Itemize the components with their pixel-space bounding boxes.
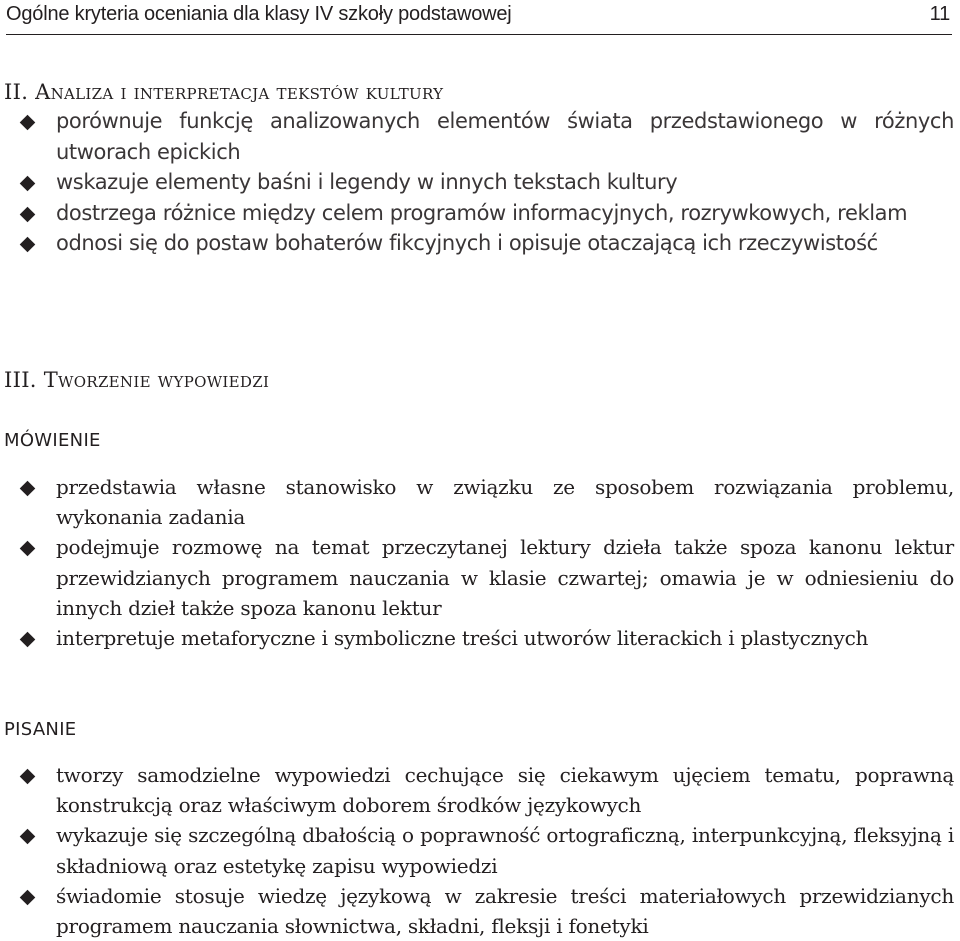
speaking-criteria-list (0, 472, 954, 653)
list-item-text: świadomie stosuje wiedzę językową w zakresie treści materiałowych przewidzianych programem nauczania słownictwa, składni, fleksji i fonetyki (56, 883, 954, 939)
list-item (0, 881, 954, 941)
list-item (0, 532, 954, 623)
list-item (0, 228, 954, 259)
running-header (6, 0, 952, 35)
header-title: Ogólne kryteria oceniania dla klasy IV szkoły podstawowej (6, 3, 512, 25)
writing-criteria-list (0, 760, 954, 941)
subheading-writing: PISANIE (4, 719, 77, 740)
section-heading-creation: III. Tworzenie wypowiedzi (4, 368, 270, 392)
list-item-text: porównuje funkcję analizowanych elementów świata przedstawionego w różnych utworach epickich (56, 109, 954, 164)
page-number: 11 (929, 3, 950, 25)
diamond-bullet-icon (20, 481, 36, 497)
diamond-bullet-icon (20, 176, 36, 192)
section-heading-analysis: II. Analiza i interpretacja tekstów kultury (4, 80, 444, 104)
diamond-bullet-icon (20, 632, 36, 648)
list-item (0, 820, 954, 880)
diamond-bullet-icon (20, 890, 36, 906)
list-item-text: interpretuje metaforyczne i symboliczne treści utworów literackich i plastycznych (56, 626, 869, 651)
diamond-bullet-icon (20, 206, 36, 222)
list-item-text: dostrzega różnice między celem programów informacyjnych, rozrywkowych, reklam (56, 200, 908, 225)
diamond-bullet-icon (20, 541, 36, 557)
list-item (0, 167, 954, 198)
list-item (0, 623, 954, 653)
analysis-criteria-list (0, 106, 954, 259)
list-item (0, 760, 954, 820)
diamond-bullet-icon (20, 115, 36, 131)
list-item (0, 106, 954, 167)
list-item-text: wykazuje się szczególną dbałością o poprawność ortograficzną, interpunkcyjną, fleksyjną i składniową oraz estetykę zapisu wypowiedzi (56, 823, 954, 878)
list-item-text: przedstawia własne stanowisko w związku ze sposobem rozwiązania problemu, wykonania zadania (56, 475, 954, 530)
list-item-text: podejmuje rozmowę na temat przeczytanej lektury dzieła także spoza kanonu lektur przewidzianych programem nauczania w klasie czwartej; omawia je w odniesieniu do innych dzieł także spoza kanonu lektur (56, 535, 954, 620)
list-item-text: wskazuje elementy baśni i legendy w innych tekstach kultury (56, 170, 678, 194)
list-item (0, 198, 954, 229)
list-item (0, 472, 954, 532)
diamond-bullet-icon (20, 829, 36, 845)
diamond-bullet-icon (20, 237, 36, 253)
subheading-speaking: MÓWIENIE (4, 430, 101, 451)
diamond-bullet-icon (20, 769, 36, 785)
list-item-text: tworzy samodzielne wypowiedzi cechujące się ciekawym ujęciem tematu, poprawną konstrukcją oraz właściwym doborem środków językowych (56, 763, 954, 818)
list-item-text: odnosi się do postaw bohaterów fikcyjnych i opisuje otaczającą ich rzeczywistość (56, 231, 878, 255)
